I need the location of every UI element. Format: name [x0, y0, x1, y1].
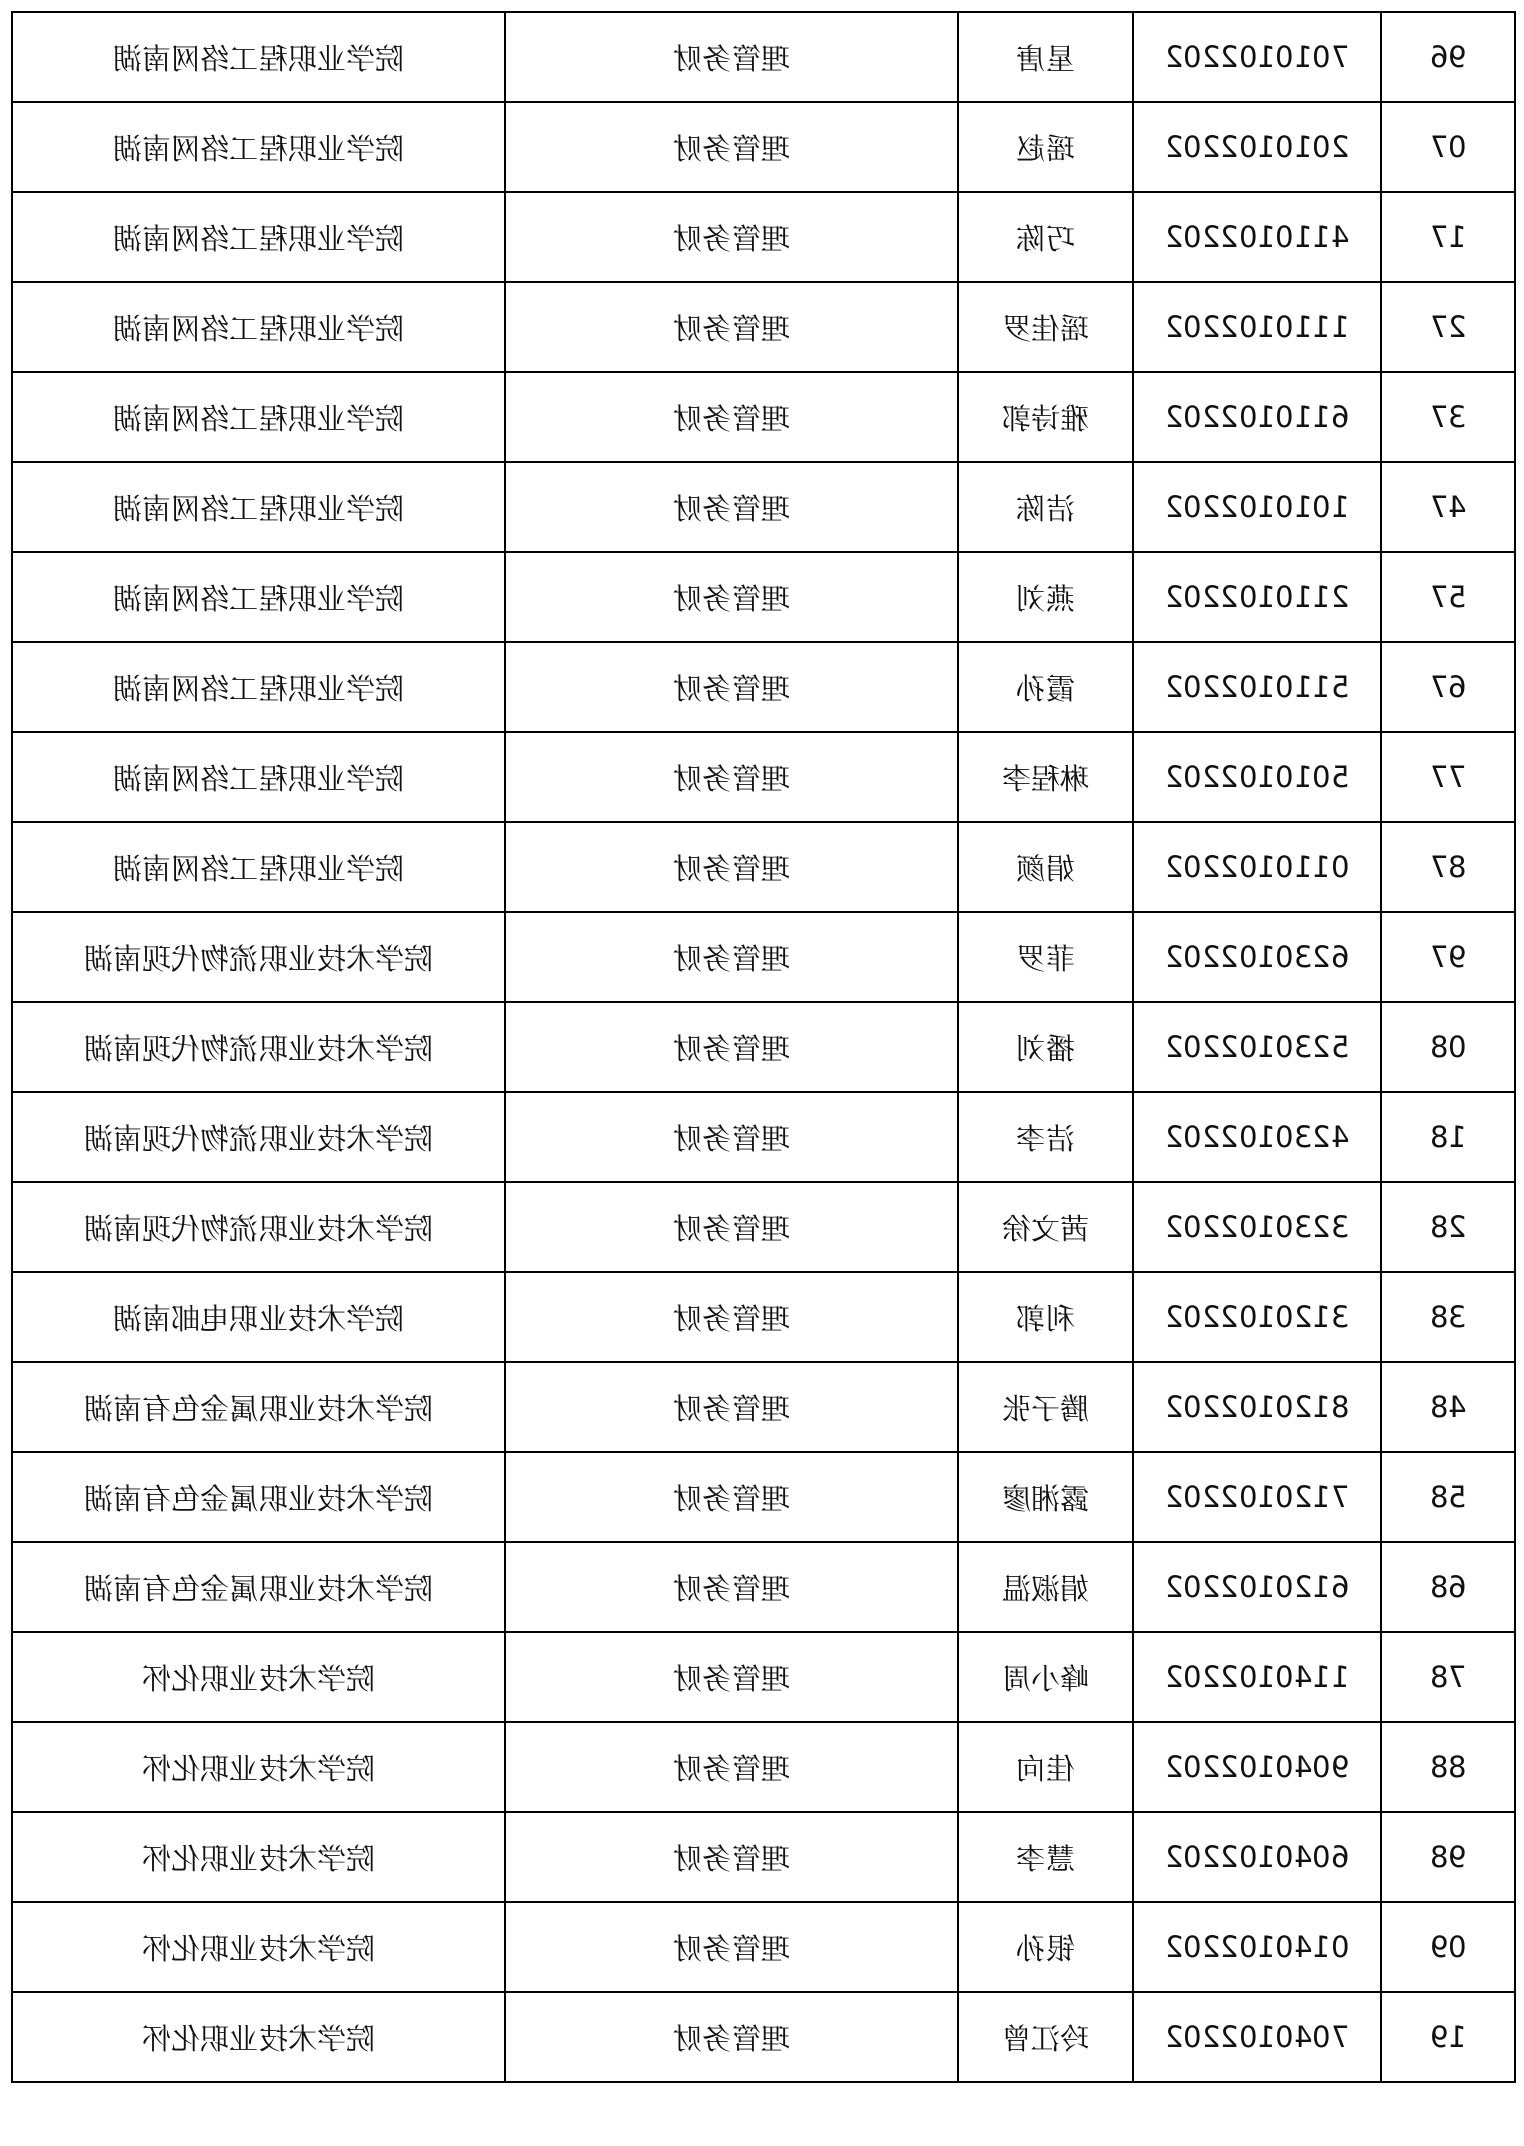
student-id-cell: 2022010326	[1133, 912, 1381, 1002]
name-cell: 孙霞	[958, 642, 1133, 732]
student-id-cell: 2022010323	[1133, 1182, 1381, 1272]
row-number-cell: 85	[1381, 1452, 1515, 1542]
table-row	[12, 822, 1515, 912]
name-cell: 刘燕	[958, 552, 1133, 642]
student-id-cell: 2022010410	[1133, 1902, 1381, 1992]
name-cell: 张子腾	[958, 1362, 1133, 1452]
name-cell: 郭诗雅	[958, 372, 1133, 462]
name-cell: 罗佳瑶	[958, 282, 1133, 372]
student-table	[11, 11, 1516, 2083]
school-cell: 湖南邮电职业技术学院	[12, 1272, 505, 1362]
major-cell: 财务管理	[505, 12, 958, 102]
row-number-cell: 83	[1381, 1272, 1515, 1362]
row-number-cell: 82	[1381, 1182, 1515, 1272]
row-number-cell: 79	[1381, 912, 1515, 1002]
row-number-cell: 71	[1381, 192, 1515, 282]
row-number-cell: 78	[1381, 822, 1515, 912]
row-number-cell: 74	[1381, 462, 1515, 552]
name-cell: 周小峰	[958, 1632, 1133, 1722]
table-row	[12, 12, 1515, 102]
row-number-cell: 75	[1381, 552, 1515, 642]
major-cell: 财务管理	[505, 1722, 958, 1812]
table-row	[12, 1182, 1515, 1272]
name-cell: 向佳	[958, 1722, 1133, 1812]
major-cell: 财务管理	[505, 1182, 958, 1272]
table-row	[12, 552, 1515, 642]
row-number-cell: 89	[1381, 1812, 1515, 1902]
school-cell: 湖南网络工程职业学院	[12, 192, 505, 282]
student-list-sheet	[11, 11, 1514, 2083]
student-id-cell: 2022010110	[1133, 822, 1381, 912]
school-cell: 湖南网络工程职业学院	[12, 372, 505, 462]
major-cell: 财务管理	[505, 1902, 958, 1992]
major-cell: 财务管理	[505, 642, 958, 732]
student-id-cell: 2022010324	[1133, 1092, 1381, 1182]
school-cell: 湖南现代物流职业技术学院	[12, 912, 505, 1002]
student-id-cell: 2022010107	[1133, 12, 1381, 102]
table-row	[12, 1452, 1515, 1542]
row-number-cell: 81	[1381, 1092, 1515, 1182]
row-number-cell: 76	[1381, 642, 1515, 732]
name-cell: 曾江玲	[958, 1992, 1133, 2082]
name-cell: 李洁	[958, 1092, 1133, 1182]
school-cell: 怀化职业技术学院	[12, 1902, 505, 1992]
major-cell: 财务管理	[505, 372, 958, 462]
table-row	[12, 1092, 1515, 1182]
name-cell: 温淑娟	[958, 1542, 1133, 1632]
school-cell: 湖南现代物流职业技术学院	[12, 1002, 505, 1092]
major-cell: 财务管理	[505, 1002, 958, 1092]
major-cell: 财务管理	[505, 282, 958, 372]
student-id-cell: 2022010213	[1133, 1272, 1381, 1362]
row-number-cell: 73	[1381, 372, 1515, 462]
school-cell: 湖南有色金属职业技术学院	[12, 1452, 505, 1542]
name-cell: 廖湘露	[958, 1452, 1133, 1542]
school-cell: 怀化职业技术学院	[12, 1722, 505, 1812]
row-number-cell: 91	[1381, 1992, 1515, 2082]
student-id-cell: 2022010325	[1133, 1002, 1381, 1092]
major-cell: 财务管理	[505, 1812, 958, 1902]
major-cell: 财务管理	[505, 1992, 958, 2082]
name-cell: 颜娟	[958, 822, 1133, 912]
major-cell: 财务管理	[505, 1632, 958, 1722]
student-id-cell: 2022010105	[1133, 732, 1381, 822]
school-cell: 湖南网络工程职业学院	[12, 732, 505, 822]
name-cell: 赵瑶	[958, 102, 1133, 192]
student-id-cell: 2022010218	[1133, 1362, 1381, 1452]
name-cell: 郭利	[958, 1272, 1133, 1362]
row-number-cell: 84	[1381, 1362, 1515, 1452]
table-row	[12, 192, 1515, 282]
row-number-cell: 69	[1381, 12, 1515, 102]
name-cell: 刘播	[958, 1002, 1133, 1092]
name-cell: 唐星	[958, 12, 1133, 102]
student-id-cell: 2022010409	[1133, 1722, 1381, 1812]
major-cell: 财务管理	[505, 102, 958, 192]
major-cell: 财务管理	[505, 1542, 958, 1632]
table-row	[12, 1002, 1515, 1092]
table-row	[12, 1362, 1515, 1452]
row-number-cell: 90	[1381, 1902, 1515, 1992]
school-cell: 怀化职业技术学院	[12, 1812, 505, 1902]
student-id-cell: 2022010112	[1133, 552, 1381, 642]
name-cell: 李慧	[958, 1812, 1133, 1902]
school-cell: 湖南现代物流职业技术学院	[12, 1092, 505, 1182]
row-number-cell: 87	[1381, 1632, 1515, 1722]
major-cell: 财务管理	[505, 552, 958, 642]
student-id-cell: 2022010217	[1133, 1452, 1381, 1542]
row-number-cell: 72	[1381, 282, 1515, 372]
table-row	[12, 1542, 1515, 1632]
student-id-cell: 2022010114	[1133, 192, 1381, 282]
table-row	[12, 102, 1515, 192]
table-row	[12, 1902, 1515, 1992]
table-row	[12, 732, 1515, 822]
name-cell: 陈巧	[958, 192, 1133, 282]
table-row	[12, 1812, 1515, 1902]
table-row	[12, 1722, 1515, 1812]
row-number-cell: 86	[1381, 1542, 1515, 1632]
major-cell: 财务管理	[505, 912, 958, 1002]
row-number-cell: 80	[1381, 1002, 1515, 1092]
name-cell: 罗菲	[958, 912, 1133, 1002]
school-cell: 湖南网络工程职业学院	[12, 102, 505, 192]
table-row	[12, 1632, 1515, 1722]
table-row	[12, 1992, 1515, 2082]
major-cell: 财务管理	[505, 1362, 958, 1452]
school-cell: 湖南网络工程职业学院	[12, 282, 505, 372]
school-cell: 怀化职业技术学院	[12, 1632, 505, 1722]
student-id-cell: 2022010111	[1133, 282, 1381, 372]
major-cell: 财务管理	[505, 1452, 958, 1542]
student-id-cell: 2022010101	[1133, 462, 1381, 552]
name-cell: 孙银	[958, 1902, 1133, 1992]
school-cell: 湖南网络工程职业学院	[12, 822, 505, 912]
row-number-cell: 70	[1381, 102, 1515, 192]
table-row	[12, 912, 1515, 1002]
school-cell: 湖南有色金属职业技术学院	[12, 1362, 505, 1452]
major-cell: 财务管理	[505, 732, 958, 822]
major-cell: 财务管理	[505, 192, 958, 282]
student-id-cell: 2022010102	[1133, 102, 1381, 192]
table-row	[12, 462, 1515, 552]
school-cell: 湖南网络工程职业学院	[12, 12, 505, 102]
school-cell: 湖南现代物流职业技术学院	[12, 1182, 505, 1272]
name-cell: 徐文茜	[958, 1182, 1133, 1272]
major-cell: 财务管理	[505, 1272, 958, 1362]
table-row	[12, 282, 1515, 372]
table-row	[12, 1272, 1515, 1362]
major-cell: 财务管理	[505, 1092, 958, 1182]
major-cell: 财务管理	[505, 822, 958, 912]
student-id-cell: 2022010411	[1133, 1632, 1381, 1722]
row-number-cell: 88	[1381, 1722, 1515, 1812]
school-cell: 湖南网络工程职业学院	[12, 462, 505, 552]
student-id-cell: 2022010116	[1133, 372, 1381, 462]
major-cell: 财务管理	[505, 462, 958, 552]
student-id-cell: 2022010115	[1133, 642, 1381, 732]
row-number-cell: 77	[1381, 732, 1515, 822]
student-id-cell: 2022010216	[1133, 1542, 1381, 1632]
table-row	[12, 642, 1515, 732]
student-id-cell: 2022010407	[1133, 1992, 1381, 2082]
student-id-cell: 2022010406	[1133, 1812, 1381, 1902]
school-cell: 湖南网络工程职业学院	[12, 642, 505, 732]
name-cell: 陈洁	[958, 462, 1133, 552]
table-row	[12, 372, 1515, 462]
school-cell: 湖南网络工程职业学院	[12, 552, 505, 642]
school-cell: 湖南有色金属职业技术学院	[12, 1542, 505, 1632]
school-cell: 怀化职业技术学院	[12, 1992, 505, 2082]
name-cell: 李程琳	[958, 732, 1133, 822]
